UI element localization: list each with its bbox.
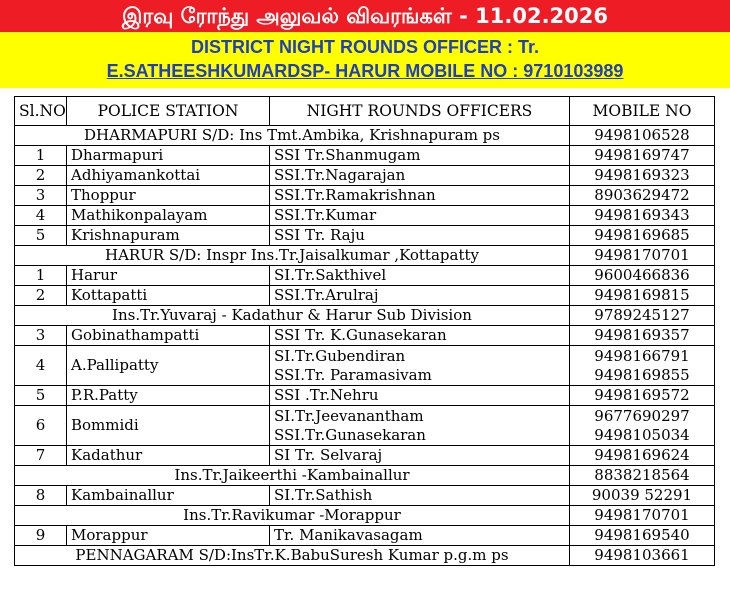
mobile-cell xyxy=(570,386,715,406)
police-station: P.R.Patty xyxy=(67,386,270,406)
officer-name: SSI Tr. K.Gunasekaran xyxy=(274,326,447,344)
officers-cell xyxy=(270,386,570,406)
section-mobile: 9498170701 xyxy=(570,506,715,526)
sl-no: 2 xyxy=(15,286,67,306)
mobile-number: 9498169747 xyxy=(594,146,690,164)
mobile-cell xyxy=(570,226,715,246)
section-title: Ins.Tr.Jaikeerthi -Kambainallur xyxy=(15,466,570,486)
column-header-slno: Sl.NO xyxy=(15,97,67,126)
officer-name: SSI.Tr.Ramakrishnan xyxy=(274,186,436,204)
mobile-cell xyxy=(570,446,715,466)
district-officer-line: DISTRICT NIGHT ROUNDS OFFICER : Tr. xyxy=(190,37,539,57)
table-row xyxy=(15,526,715,546)
mobile-number: 8903629472 xyxy=(594,186,690,204)
police-station: Kambainallur xyxy=(67,486,270,506)
mobile-cell xyxy=(570,526,715,546)
officer-name: SSI.Tr.Nagarajan xyxy=(274,166,406,184)
sl-no: 1 xyxy=(15,266,67,286)
table-row xyxy=(15,446,715,466)
police-station: Thoppur xyxy=(67,186,270,206)
page-title: இரவு ரோந்து அலுவல் விவரங்கள் - 11.02.2026 xyxy=(0,0,730,32)
mobile-cell xyxy=(570,406,715,446)
sl-no: 1 xyxy=(15,146,67,166)
table-row xyxy=(15,186,715,206)
officer-name: SSI Tr.Shanmugam xyxy=(274,146,421,164)
mobile-number: 9498166791 xyxy=(594,346,690,365)
column-header-officers: NIGHT ROUNDS OFFICERS xyxy=(270,97,570,126)
police-station: Adhiyamankottai xyxy=(67,166,270,186)
mobile-cell xyxy=(570,266,715,286)
table-row xyxy=(15,406,715,446)
section-row xyxy=(15,546,715,566)
mobile-cell xyxy=(570,166,715,186)
section-mobile: 9498106528 xyxy=(570,126,715,146)
officer-name: SI Tr. Selvaraj xyxy=(274,446,383,464)
officers-cell xyxy=(270,146,570,166)
section-mobile: 9498103661 xyxy=(570,546,715,566)
section-mobile: 9498170701 xyxy=(570,246,715,266)
officer-name: SSI.Tr.Gunasekaran xyxy=(274,425,426,444)
officers-cell xyxy=(270,406,570,446)
officer-name: SSI.Tr.Arulraj xyxy=(274,286,379,304)
officers-cell xyxy=(270,286,570,306)
police-station: Kadathur xyxy=(67,446,270,466)
section-title: PENNAGARAM S/D:InsTr.K.BabuSuresh Kumar p.g.m ps xyxy=(15,546,570,566)
section-row xyxy=(15,466,715,486)
sl-no: 4 xyxy=(15,346,67,386)
officers-cell xyxy=(270,346,570,386)
table-row xyxy=(15,286,715,306)
mobile-number: 9498169815 xyxy=(594,286,690,304)
section-mobile: 8838218564 xyxy=(570,466,715,486)
table-row xyxy=(15,346,715,386)
sl-no: 5 xyxy=(15,226,67,246)
section-title: Ins.Tr.Yuvaraj - Kadathur & Harur Sub Division xyxy=(15,306,570,326)
district-officer-banner xyxy=(0,32,730,88)
table-row xyxy=(15,326,715,346)
table-row xyxy=(15,266,715,286)
section-row xyxy=(15,506,715,526)
table-row xyxy=(15,386,715,406)
table-row xyxy=(15,226,715,246)
night-rounds-table xyxy=(14,96,715,566)
table-header-row xyxy=(15,97,715,126)
mobile-number: 9498105034 xyxy=(594,425,690,444)
sl-no: 7 xyxy=(15,446,67,466)
police-station: Morappur xyxy=(67,526,270,546)
section-row xyxy=(15,246,715,266)
mobile-cell xyxy=(570,486,715,506)
officer-name: SSI Tr. Raju xyxy=(274,226,365,244)
section-title: Ins.Tr.Ravikumar -Morappur xyxy=(15,506,570,526)
officers-cell xyxy=(270,526,570,546)
table-row xyxy=(15,166,715,186)
officer-name: SI.Tr.Sathish xyxy=(274,486,373,504)
officers-cell xyxy=(270,206,570,226)
sl-no: 3 xyxy=(15,326,67,346)
mobile-number: 90039 52291 xyxy=(591,486,693,504)
mobile-number: 9498169572 xyxy=(594,386,690,404)
sl-no: 3 xyxy=(15,186,67,206)
officers-cell xyxy=(270,446,570,466)
officers-cell xyxy=(270,326,570,346)
police-station: Bommidi xyxy=(67,406,270,446)
section-row xyxy=(15,126,715,146)
mobile-number: 9600466836 xyxy=(594,266,690,284)
officers-cell xyxy=(270,266,570,286)
sl-no: 8 xyxy=(15,486,67,506)
mobile-number: 9498169685 xyxy=(594,226,690,244)
mobile-cell xyxy=(570,346,715,386)
mobile-cell xyxy=(570,146,715,166)
officer-name: SI.Tr.Sakthivel xyxy=(274,266,387,284)
sl-no: 2 xyxy=(15,166,67,186)
mobile-cell xyxy=(570,206,715,226)
table-row xyxy=(15,206,715,226)
mobile-cell xyxy=(570,326,715,346)
mobile-number: 9498169855 xyxy=(594,365,690,384)
section-title: DHARMAPURI S/D: Ins Tmt.Ambika, Krishnapuram ps xyxy=(15,126,570,146)
police-station: Harur xyxy=(67,266,270,286)
officer-name: SI.Tr.Jeevanantham xyxy=(274,406,424,425)
sl-no: 9 xyxy=(15,526,67,546)
officers-cell xyxy=(270,486,570,506)
officer-name: SI.Tr.Gubendiran xyxy=(274,346,406,365)
police-station: Mathikonpalayam xyxy=(67,206,270,226)
officer-name: Tr. Manikavasagam xyxy=(274,526,423,544)
mobile-number: 9677690297 xyxy=(594,406,690,425)
officer-name: SSI.Tr. Paramasivam xyxy=(274,365,432,384)
section-row xyxy=(15,306,715,326)
sl-no: 6 xyxy=(15,406,67,446)
mobile-number: 9498169357 xyxy=(594,326,690,344)
police-station: A.Pallipatty xyxy=(67,346,270,386)
sl-no: 4 xyxy=(15,206,67,226)
section-title: HARUR S/D: Inspr Ins.Tr.Jaisalkumar ,Kottapatty xyxy=(15,246,570,266)
mobile-cell xyxy=(570,186,715,206)
column-header-mobile: MOBILE NO xyxy=(570,97,715,126)
police-station: Dharmapuri xyxy=(67,146,270,166)
mobile-number: 9498169624 xyxy=(594,446,690,464)
section-mobile: 9789245127 xyxy=(570,306,715,326)
officers-cell xyxy=(270,166,570,186)
police-station: Kottapatti xyxy=(67,286,270,306)
police-station: Krishnapuram xyxy=(67,226,270,246)
mobile-number: 9498169323 xyxy=(594,166,690,184)
officer-name: SSI .Tr.Nehru xyxy=(274,386,379,404)
mobile-cell xyxy=(570,286,715,306)
officers-cell xyxy=(270,226,570,246)
table-row xyxy=(15,486,715,506)
mobile-number: 9498169343 xyxy=(594,206,690,224)
officer-name: SSI.Tr.Kumar xyxy=(274,206,377,224)
police-station: Gobinathampatti xyxy=(67,326,270,346)
officers-cell xyxy=(270,186,570,206)
table-row xyxy=(15,146,715,166)
sl-no: 5 xyxy=(15,386,67,406)
mobile-number: 9498169540 xyxy=(594,526,690,544)
column-header-police-station: POLICE STATION xyxy=(67,97,270,126)
table-body xyxy=(15,126,715,566)
district-officer-mobile-line: E.SATHEESHKUMARDSP- HARUR MOBILE NO : 9710103989 xyxy=(106,61,624,81)
